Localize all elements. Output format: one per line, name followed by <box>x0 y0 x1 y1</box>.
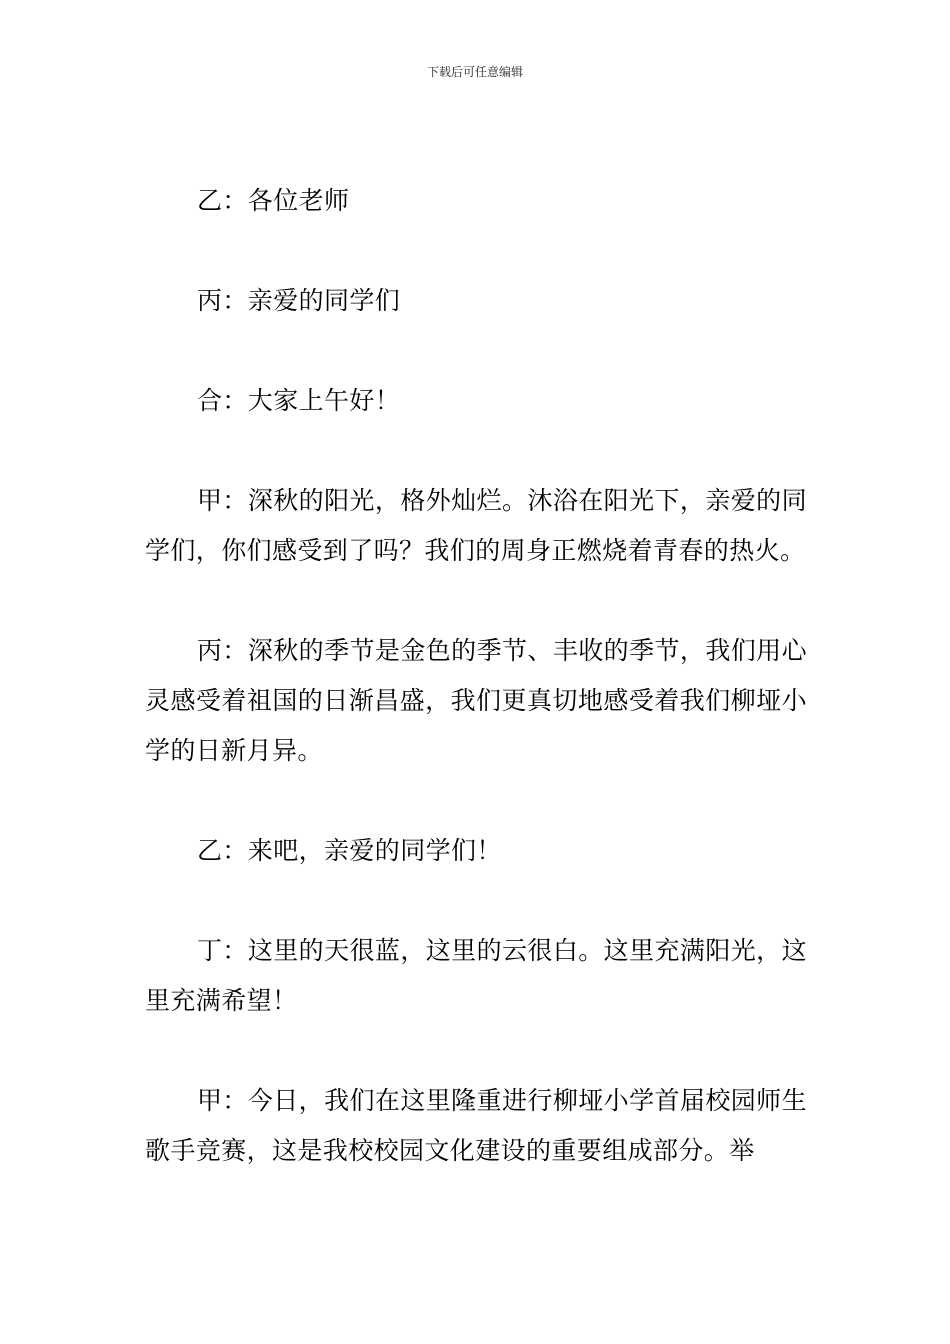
paragraph-3: 合：大家上午好！ <box>197 386 401 415</box>
paragraph-7: 丁：这里的天很蓝，这里的云很白。这里充满阳光，这里充满希望！ <box>145 936 807 1015</box>
paragraph-1: 乙：各位老师 <box>197 186 350 215</box>
paragraph-5: 丙：深秋的季节是金色的季节、丰收的季节，我们用心灵感受着祖国的日渐昌盛，我们更真切地感受着我们柳垭小学的日新月异。 <box>145 636 807 765</box>
document-body <box>145 176 807 1226</box>
paragraph-2: 丙：亲爱的同学们 <box>197 286 401 315</box>
page-header: 下载后可任意编辑 <box>426 65 523 79</box>
paragraph-4: 甲：深秋的阳光，格外灿烂。沐浴在阳光下，亲爱的同学们，你们感受到了吗？我们的周身正燃烧着青春的热火。 <box>145 486 807 565</box>
paragraph-8: 甲：今日，我们在这里隆重进行柳垭小学首届校园师生歌手竞赛，这是我校校园文化建设的重要组成部分。举 <box>145 1086 807 1165</box>
paragraph-6: 乙：来吧，亲爱的同学们！ <box>197 836 502 865</box>
